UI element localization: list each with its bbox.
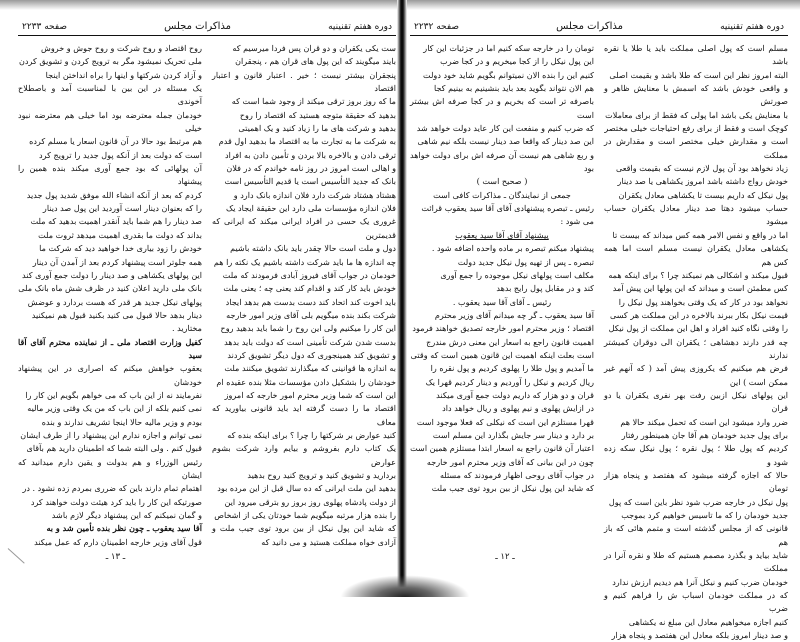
text-line: و واقعی خودش باشد که اسمش با معنایش ظاهر و صورتش [604, 83, 788, 107]
text-line: ملی تحریک نمیشود مگر به ترویج کردن و تشویق کردن [18, 56, 202, 67]
text-line: همه جلوتر است پیشنهاد کردم بعد از آمدن آن دینار [32, 256, 202, 267]
text-line: بدهید که حقیقة متوجه هستید که اقتصاد را روح [239, 109, 396, 120]
text-line: هم الان نتواند بگوید بعد باید بنشینیم به بینیم کجا [433, 83, 594, 94]
text-line: ما که روز بروز ترقی میکند از وجود شما است که [231, 96, 396, 107]
text-line: قیمت نیکل بکار ببرند بالاخره در این مملکت هر کسی [609, 309, 788, 320]
text-line: خودمان در جواب آقای فیروز آبادی فرمودند که ملت [222, 269, 396, 280]
left-session-label: دوره هفتم تقنینیه [328, 22, 392, 32]
text-line: حالا که اجازه گرفته میشود که هفتصد و پنجاه هزار تومان [604, 470, 788, 494]
text-line: کند و در مقابل پول رایج بدهد [496, 283, 594, 294]
text-line: جدید خودمان را که ما تاسیس خواهیم کرد بموجب [621, 510, 788, 521]
text-line: است و مقدارش خیلی مختصر است و مقدارش در مملکت [604, 136, 788, 160]
text-line: فرض هم میکنیم که یکروزی پیش آمد ( که آنهم غیر ممکن است ) این [604, 363, 788, 387]
text-line: قبول کنم . ولی البته شما که اطمینان دارید هم بآقای [26, 443, 202, 454]
right-page [410, 18, 788, 641]
text-line: دینار بدهد حالا قبول می کنید بکنید قبول هم نمیکنید [31, 309, 202, 320]
text-line: است بعلت اینکه اهمیت این قانون همین است که وقتی [410, 349, 594, 360]
text-line: فلان اندازه مؤسسات ملی دارد این حقیقة ایجاد یک [225, 203, 396, 214]
text-line: را بنده هزار مرتبه میگویم شما خودتان یکی از اشخاص [214, 510, 396, 521]
text-line: اما در واقع و نفس الامر همه کس میداند که بیست تا [612, 229, 788, 240]
left-page-columns [18, 42, 396, 547]
left-page-column-right [212, 42, 396, 547]
text-line: یعقوب خواهش میکنم که اصراری در این پیشنهاد خودشان [18, 363, 202, 387]
text-line: اهتمام تمام دارند باین که ضرری بمردم زده نشود . در [22, 483, 202, 494]
right-page-label: صفحه ۲۲۳۲ [414, 22, 460, 32]
text-line: یکشاهی معادل یکقران نیست مسلم است اما همه کس هم [604, 243, 788, 267]
text-line: هم مرتبط بود حالا در آن قانون اسعار یا مسلم کرده [29, 136, 202, 147]
text-line: خودش رواج داشته باشد امروز یکشاهی یا صد دینار [617, 176, 788, 187]
text-line: رئیس الوزراء و هم بدولت و یقین دارم میدانید که ایشان [18, 456, 202, 480]
text-line: دول و ملت است حالا چقدر باید بانک داشته باشیم [230, 243, 396, 254]
text-line: بر دارد و دینار سر جایش بگذارد این مسلم است [432, 429, 594, 440]
text-line: یک کتاب دارم بفروشم و بیایم وارد شرکت بشوم عوارض [212, 443, 396, 467]
text-line: بانک ملی دارید اعلان کنید در ظرف شش ماه بانک ملی [18, 283, 202, 294]
text-line: و صد دینار امروز بلکه معادل این هفتصد و پنجاه هزار [611, 630, 788, 641]
text-line: ست یکی یکقران و دو قران پس فردا میرسیم که [232, 43, 396, 53]
text-line: بایند میگویند که این پول های قران هم ، پنجقران [235, 56, 396, 67]
text-line: قانونی که از مجلس گذشته است و متمم هائی که باز هم [604, 523, 788, 547]
text-line: در ازایش پهلوی و نیم پهلوی و ریال خواهد داد [442, 403, 594, 414]
text-line: را که بعنوان دینار است آوردید این پول صد دینار [42, 203, 202, 214]
text-line: این پولهای یکشاهی و صد دینار را دولت جمع آوری کند [22, 269, 202, 280]
text-line: کفیل وزارت اقتصاد ملی ـ از نماینده محترم آقای آقا سید [18, 336, 202, 360]
right-page-title: مذاکرات مجلس [556, 21, 624, 32]
text-line: این است که شما وزیر محترم امور خارجه که امروز [224, 389, 396, 400]
text-line: کوچک است و فقط از برای رفع احتیاجات خیلی مختصر [604, 123, 788, 134]
right-page-column-left [410, 42, 594, 547]
left-page [18, 18, 396, 562]
text-line: این پولهای نیکل ازبین رفت بهر نفری یکقران یا دو قران [604, 389, 788, 414]
text-line: پول نیکل در خارجه ضرب شود نظر باین است که پول [608, 496, 788, 507]
text-line: خودش را زود بیاری خدا خواهید دید که شرکت ما [39, 243, 202, 254]
text-line: نخواهد بود در کار که یک وقتی بخواهند پول نیکل را [618, 296, 788, 307]
text-line: کنید عوارض بر شرکتها را چرا ؟ برای اینکه بنده که [227, 429, 396, 440]
text-line: که شاید این پول نیکل از بین برود توی جیب ملت و آزادی خواه مملکت هستید و می دانید که [212, 523, 396, 547]
text-line: و آزاد کردن شرکتها و اینها را براه انداختن اینجا [45, 69, 202, 80]
left-page-column-left [18, 42, 202, 547]
text-line: پول نیکل که داریم بیست تا یکشاهی معادل یکقران [618, 189, 788, 200]
text-line: و تشویق کند همینجوری که دول دیگر تشویق کردند [227, 349, 396, 360]
text-line: آن پولهائی که بود جمع آوری میکند بنده همین را پیشنهاد [18, 163, 202, 187]
text-line: صد دینار را هم شما باید آنقدر اهمیت بدهید که ملت [30, 216, 202, 227]
text-line: که شاید این پول نیکل از بین برود توی جیب ملت [431, 483, 594, 494]
text-line: را وقتی نگاه کنید افراد و اهل این مملکت از پول نیکل [608, 323, 788, 334]
text-line: این صد دینار که واقعا صد دینار نیست بلکه نیم شاهی [417, 136, 594, 147]
text-line: خودمان ضرب کنیم و نیکل آنرا هم دیدیم ارزش ندارد [612, 576, 788, 587]
text-line: از دولت پادشاه پهلوی روز بروز رو بترقی میرود این [224, 496, 396, 507]
text-line: و گمان نمیکنم که این پیشنهاد دیگر لازم باشد [51, 510, 202, 521]
text-line: غروری یک حسی در افراد ایرانی میکند که ایرانی که قدیمترین [212, 216, 396, 240]
text-line: می شود : [560, 216, 594, 227]
text-line: باصرفه تر است که بخریم و در کجا صرفه اش بیشتر است [410, 96, 594, 120]
text-line: آقا سید یعقوب ـ گر چه میدانم آقای وزیر محترم [434, 309, 594, 320]
text-line: کنیم اجازه میخواهیم معادل این مبلغ نه یکشاهی [628, 616, 788, 627]
text-line: اقتصاد ؛ وزیر محترم امور خارجه تصدیق خواهند فرمود [412, 323, 594, 334]
text-line: در جواب آقای روحی اظهار فرمودند که مسئله [439, 470, 594, 480]
text-line: تومان را در خارجه سکه کنیم اما در جزئیات این کار [423, 43, 594, 53]
text-line: اهمیت قانون راجع به اسعار این معنی درش مندرج [426, 336, 594, 347]
text-line: با معنایش یکی باشد اما پولی که فقط از برای معاملات [605, 109, 788, 120]
book-gutter [397, 0, 407, 597]
text-line: ترقی دادن و بالاخره بالا بردن و تأمین دادن به افراد [224, 149, 396, 160]
right-session-label: دوره هفتم تقنینیه [720, 22, 784, 32]
text-line: رئیس ـ آقای آقا سید یعقوب . [452, 296, 552, 307]
text-line: بردارید و تشویق کنید و ترویج کنید روح بدهید [247, 470, 396, 480]
right-page-number: ـ ۱۲ ـ [495, 552, 515, 562]
text-line: کردیم که پول طلا ؛ پول نقره ؛ پول نیکل سکه زده شود و [604, 443, 788, 467]
text-line: کنیم این را بنده الان نمیتوانم بگویم شاید خود دولت [423, 69, 594, 80]
text-line: به شرکت ما به تجارت ما به اقتصاد ما بدهید اول قدم [218, 136, 396, 147]
text-line: بودم و وزیر مالیه حالا اینجا تشریف ندارند و بنده [41, 416, 202, 427]
left-page-header [18, 18, 396, 36]
gutter-shadow [340, 575, 470, 597]
text-line: بدهید و شرکت های ما را زیاد کنید و یک اهمیتی [238, 123, 396, 134]
text-line: نفرمایند نه از این باب که می خواهم بگویم این کار را [25, 389, 202, 400]
text-line: قول آقای وزیر خارجه اطمینان دارم که عمل میکند [34, 536, 202, 547]
left-page-number: ـ ۱۳ ـ [105, 552, 126, 562]
text-line: قران و دو هزار که داریم دولت جمع آوری میکند [436, 389, 594, 400]
text-line: و اهالی است امروز در روز نامه خواندم که در فلان [226, 163, 396, 174]
left-page-label: صفحه ۲۲۳۳ [22, 22, 68, 32]
text-line: نمی توانم و اجازه ندارم این پیشنهاد را از طرف ایشان [20, 429, 202, 440]
text-line: آقا سید یعقوب ـ چون نظر بنده تأمین شد و به [46, 523, 202, 534]
text-line: اعتبار آن قانون راجع به اسعار ابتدا مستلزم همین است [410, 443, 594, 454]
text-line: روح اقتصاد و روح شرکت و روح جوش و خروش [40, 43, 202, 53]
text-line: برای پول جدید خودمان هم آقا جان همینطور رفتار [621, 429, 788, 440]
text-line: یک مسئله در این بین با لمناسبت آمد و باصطلاح آخوندی [18, 83, 202, 107]
left-page-title: مذاکرات مجلس [164, 21, 232, 32]
text-line: جمعی از نمایندگان ـ مذاکرات کافی است [433, 189, 571, 200]
text-line: خودشان را بتشکیل دادن مؤسسات مثلا بنده عقیده ام [216, 376, 396, 387]
right-page-column-right [604, 42, 788, 641]
text-line: مختارید . [171, 323, 202, 334]
text-line: قبول میکند و اشکالی هم نمیکند چرا ؟ برای اینکه همه [608, 269, 788, 280]
text-line: چون در این بیانی که آقای وزیر محترم امور خارجه [426, 456, 594, 467]
text-line: البته امروز نظر این است که طلا باشد و بقیمت اصلی [609, 69, 788, 80]
text-line: که ضرب کنیم و منفعت این کار عاید دولت خواهد شد [416, 123, 594, 134]
text-line: بداند که دولت ما بقدری اهمیت میدهد ثروت ملت [38, 229, 202, 240]
text-line: حساب میشود دهتا صد دینار معادل یکقران حساب میشود [604, 203, 788, 227]
text-line: نمی کنیم بلکه از این باب که من یک وقتی وزیر مالیه [27, 403, 202, 414]
text-line: ما آمدیم و پول طلا را پهلوی کردیم و پول نقره را [430, 363, 594, 374]
text-line: کس مطمئن است و میداند که این پولها این پیش آمد [612, 283, 788, 294]
text-line: به اندازه ها قوانینی که میگذارند تشویق میکنند ملت [224, 363, 396, 374]
text-line: ( صحیح است ) [476, 176, 528, 187]
text-line: که در مملکت خودمان اسباب ش را فراهم کنیم و ضرب [604, 590, 788, 614]
text-line: بدست شدن شرکت تأمینی است که دولت باید بدهد [224, 336, 396, 347]
text-line: مسلم است که پول اصلی مملکت باید یا طلا یا نقره باشد [604, 43, 788, 67]
text-line: خودمان جمله معترضه بود اما خیلی هم معترضه نبود خیلی [18, 109, 202, 134]
text-line: بانک که جدید التأسیس است یا قدیم التأسیس است [224, 176, 396, 187]
text-line: زیاد نخواهد بود آن پول لازم نیست که بقیمت واقعی [615, 163, 788, 174]
text-line: است که دولت بعد از آنکه پول جدید را ترویج کرد [39, 149, 202, 160]
text-line: این کار را میکنیم ولی این روح را شما باید بدهید روح [220, 323, 396, 334]
text-line: ریال کردیم و نیکل را آوردیم و دینار کردیم قهرا یک [425, 376, 594, 387]
text-line: کردم که بعد از آنکه انشاء الله موفق شدید پول جدید [26, 189, 202, 200]
text-line: تبصره ـ پس از تهیه پول نیکل جدید دولت [457, 256, 594, 267]
text-line: و ربع شاهی هم نیست آن صرفه اش برای دولت خواهد بود [410, 149, 594, 174]
text-line: چه اندازه ها ما باید شرکت داشته باشیم یک نکته را هم [213, 256, 396, 267]
text-line: شاید بیاید و بگذرد مصمم هستیم که طلا و نقره آنرا در مملکت [604, 550, 788, 574]
right-page-header [410, 18, 788, 36]
text-line: قهرا مستلزم این است که نیکلی که فعلا موجود است [416, 416, 594, 427]
text-line: پیشنهاد میکنم تبصره بر ماده واحده اضافه شود . [431, 243, 594, 254]
text-line: باید اخوت کند اتحاد کند دست بدست هم بدهد ایجاد [225, 296, 396, 307]
text-line: اقتصاد ما را دست گرفته اید باید قانونی بیاورید که معاف [212, 403, 396, 427]
text-line: صورتیکه این کار را باید کرد هیئت دولت خواهند کرد [30, 496, 202, 507]
text-line: رئیس ـ تبصره پیشنهادی آقای آقا سید یعقوب قرائت [421, 203, 594, 214]
text-line: ضرر وارد میشود این است که تحمل میکند حالا هم [620, 416, 788, 427]
text-line: پنجقران بیشتر نیست ؛ خیر . اعتبار قانون و اعتبار اقتصاد [212, 69, 396, 94]
text-line: بدهید این ملت ایرانی که ده سال قبل از این مرده بود [217, 483, 396, 494]
text-line: پولهای نیکل جدید هر قدر که هست بردارد و عوضش [27, 296, 202, 307]
text-line: شرکت بکند بنده میگویم بلی آقای وزیر امور خارجه [226, 309, 396, 320]
text-line: هشتاد هشتاد شرکت دارد فلان اندازه بانک دارد و [233, 189, 396, 200]
text-line: خودش باید کار کند و اقدام کند یعنی چه ؛ یعنی ملت [223, 283, 396, 294]
text-line: چه قدر دارند دهشاهی ؛ یکقران الی دوقران کمیشتر ندارند [604, 336, 788, 360]
text-line: مکلف است پولهای نیکل موجوده را جمع آوری [440, 269, 594, 280]
text-line: این پول نیکل را از کجا میخریم و در کجا ضرب [440, 56, 594, 67]
text-line: پیشنهاد آقای آقا سید یعقوب [455, 229, 549, 240]
